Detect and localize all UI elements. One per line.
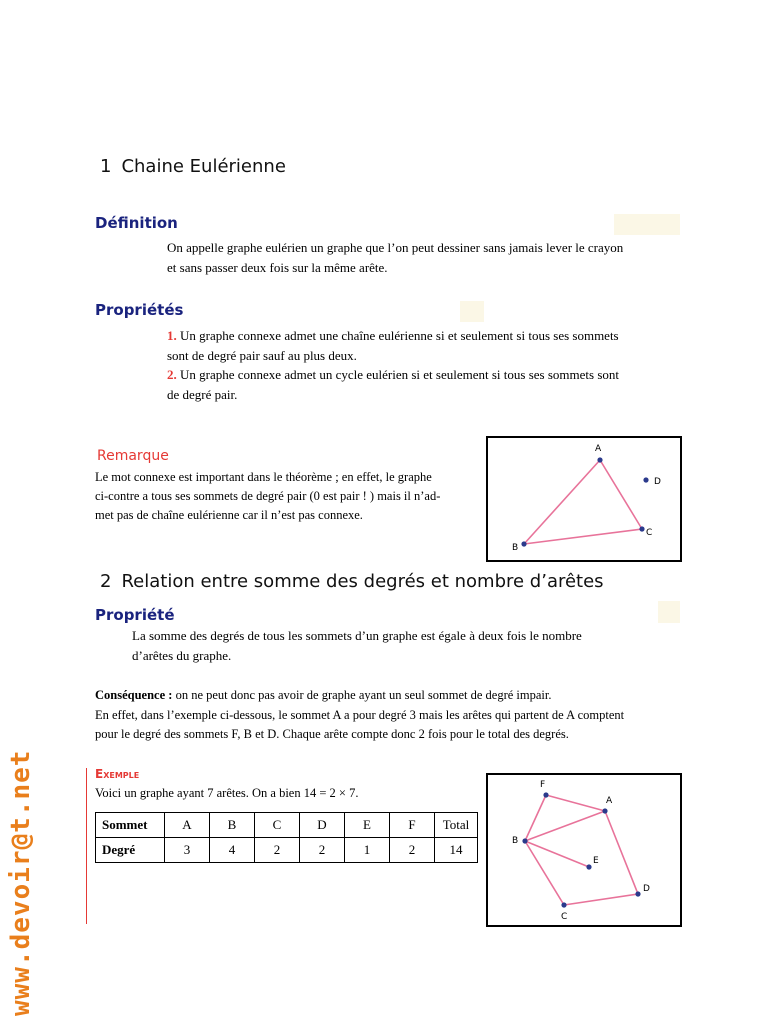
table-row bbox=[96, 838, 478, 863]
section-number: 1 bbox=[100, 156, 112, 177]
edge-ad bbox=[605, 811, 638, 894]
degree-table bbox=[95, 812, 478, 863]
vertex-b bbox=[521, 541, 526, 546]
table-cell: E bbox=[345, 813, 390, 838]
property-heading: Propriété bbox=[95, 606, 175, 624]
table-cell: D bbox=[300, 813, 345, 838]
vertex-label-c: C bbox=[561, 912, 568, 922]
table-row bbox=[96, 813, 478, 838]
definition-text bbox=[167, 238, 687, 277]
edge-cd bbox=[564, 894, 638, 905]
remark-line: ci-contre a tous ses sommets de degré pair (0 est pair ! ) mais il n’ad- bbox=[95, 489, 441, 503]
vertex-label-b: B bbox=[512, 543, 519, 553]
edge-ac bbox=[600, 460, 642, 529]
item-text: Un graphe connexe admet une chaîne eulérienne si et seulement si tous ses sommets bbox=[176, 328, 619, 343]
property-line: La somme des degrés de tous les sommets d’un graphe est égale à deux fois le nombre bbox=[132, 628, 582, 643]
vertex-label-c: C bbox=[646, 528, 653, 538]
property-line: d’arêtes du graphe. bbox=[132, 647, 232, 663]
example-heading: Exemple bbox=[95, 767, 140, 781]
edge-be bbox=[525, 841, 589, 867]
vertex-label-a: A bbox=[606, 796, 613, 806]
edge-bc bbox=[525, 841, 564, 905]
vertex-label-b: B bbox=[512, 836, 519, 846]
edge-ab bbox=[524, 460, 600, 544]
section-title-text: Chaine Eulérienne bbox=[121, 156, 286, 177]
section-1-title bbox=[100, 156, 286, 177]
edge-bc bbox=[524, 529, 642, 544]
vertex-label-a: A bbox=[595, 444, 602, 454]
consequence-line: pour le degré des sommets F, B et D. Chaque arête compte donc 2 fois pour le total des degrés. bbox=[95, 727, 569, 741]
section-2-title bbox=[100, 571, 604, 592]
vertex-label-e: E bbox=[593, 856, 599, 866]
margin-highlight bbox=[658, 601, 680, 623]
table-cell: F bbox=[390, 813, 435, 838]
table-cell: Degré bbox=[96, 838, 165, 863]
table-cell: 2 bbox=[390, 838, 435, 863]
table-cell: 4 bbox=[210, 838, 255, 863]
vertex-c bbox=[639, 526, 644, 531]
definition-line: et sans passer deux fois sur la même arête. bbox=[167, 259, 388, 275]
property-item-2 bbox=[167, 365, 687, 385]
remark-line: met pas de chaîne eulérienne car il n’est pas connexe. bbox=[95, 508, 363, 522]
consequence-first-line bbox=[95, 686, 695, 706]
table-cell: 2 bbox=[255, 838, 300, 863]
section-title-text: Relation entre somme des degrés et nombre d’arêtes bbox=[121, 571, 604, 592]
consequence-paragraph bbox=[95, 686, 695, 745]
table-cell: Sommet bbox=[96, 813, 165, 838]
remark-line: Le mot connexe est important dans le théorème ; en effet, le graphe bbox=[95, 470, 432, 484]
table-cell: A bbox=[165, 813, 210, 838]
vertex-label-d: D bbox=[654, 477, 661, 487]
property-item-2-cont: de degré pair. bbox=[167, 386, 238, 402]
vertex-f bbox=[543, 792, 548, 797]
remark-text bbox=[95, 468, 480, 525]
table-cell: B bbox=[210, 813, 255, 838]
margin-highlight bbox=[614, 214, 680, 235]
properties-heading: Propriétés bbox=[95, 301, 184, 319]
vertex-d bbox=[643, 477, 648, 482]
vertex-label-d: D bbox=[643, 884, 650, 894]
consequence-line: En effet, dans l’exemple ci-dessous, le sommet A a pour degré 3 mais les arêtes qui partent de A comptent bbox=[95, 707, 625, 722]
table-cell: C bbox=[255, 813, 300, 838]
vertex-label-f: F bbox=[540, 780, 546, 790]
vertex-a bbox=[602, 808, 607, 813]
property-item-1 bbox=[167, 326, 687, 346]
consequence-label: Conséquence : bbox=[95, 688, 173, 702]
table-cell: 1 bbox=[345, 838, 390, 863]
definition-heading: Définition bbox=[95, 214, 178, 232]
table-cell: 3 bbox=[165, 838, 210, 863]
table-cell: Total bbox=[435, 813, 478, 838]
property-item-1-cont: sont de degré pair sauf au plus deux. bbox=[167, 347, 357, 363]
graph-figure-2 bbox=[486, 773, 682, 927]
item-marker: 2. bbox=[167, 367, 177, 382]
example-text: Voici un graphe ayant 7 arêtes. On a bien 14 = 2 × 7. bbox=[95, 786, 359, 800]
table-cell: 2 bbox=[300, 838, 345, 863]
vertex-c bbox=[561, 902, 566, 907]
vertex-d bbox=[635, 891, 640, 896]
property-text bbox=[132, 626, 672, 665]
edge-fa bbox=[546, 795, 605, 811]
vertex-e bbox=[586, 864, 591, 869]
vertex-a bbox=[597, 457, 602, 462]
item-marker: 1. bbox=[167, 328, 177, 343]
table-cell: 14 bbox=[435, 838, 478, 863]
vertex-b bbox=[522, 838, 527, 843]
site-watermark: www.devoir@t.net bbox=[6, 749, 36, 1016]
margin-highlight bbox=[460, 301, 484, 322]
definition-line: On appelle graphe eulérien un graphe que l’on peut dessiner sans jamais lever le crayon bbox=[167, 240, 624, 255]
item-text: Un graphe connexe admet un cycle eulérien si et seulement si tous ses sommets sont bbox=[176, 367, 619, 382]
consequence-text: on ne peut donc pas avoir de graphe ayant un seul sommet de degré impair. bbox=[172, 688, 552, 702]
remark-heading: Remarque bbox=[97, 448, 169, 464]
graph-figure-1 bbox=[486, 436, 682, 562]
properties-list bbox=[167, 326, 687, 404]
example-margin-rule bbox=[86, 768, 87, 924]
section-number: 2 bbox=[100, 571, 112, 592]
